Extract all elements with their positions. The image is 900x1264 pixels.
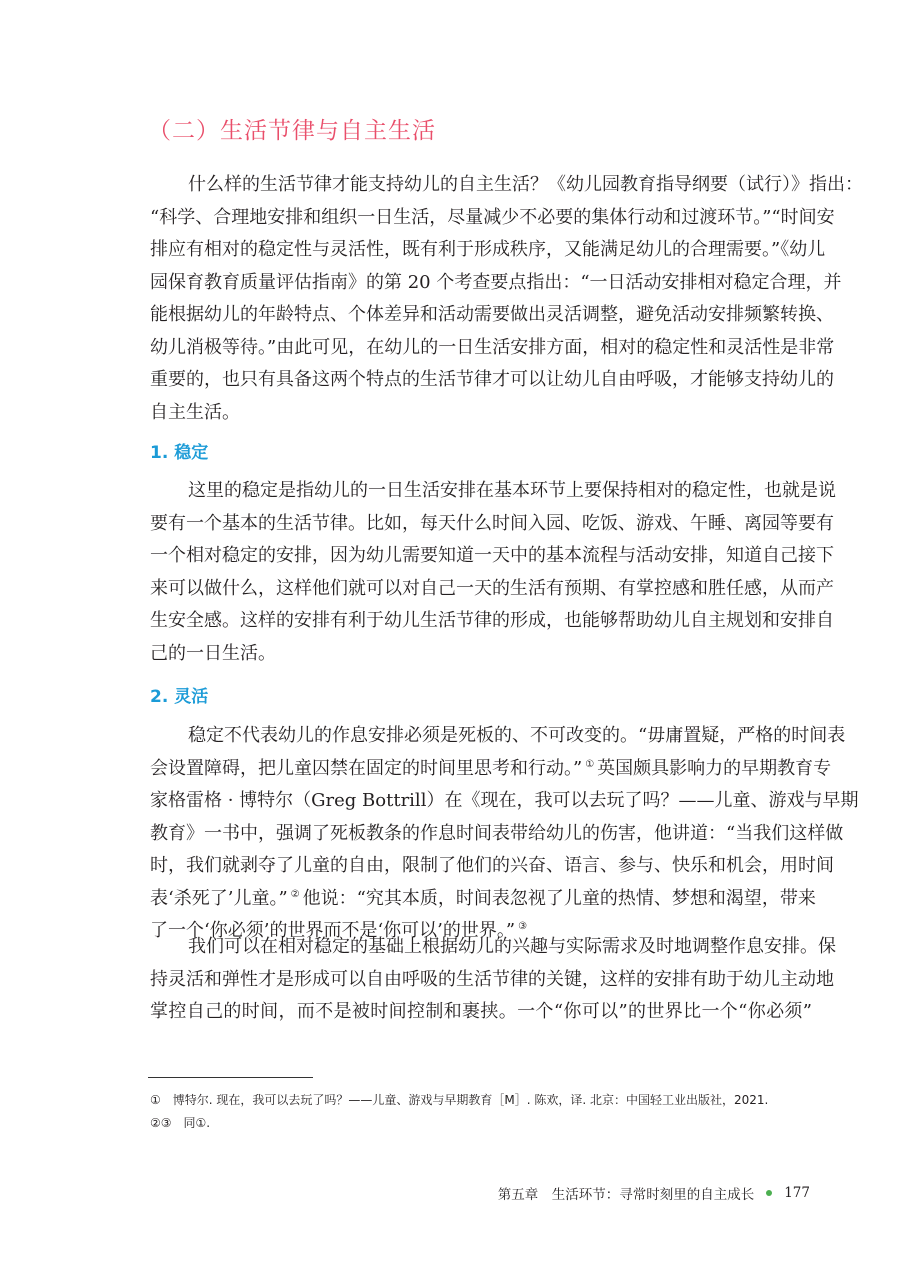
paragraph-adjust [150,931,836,1029]
line-text: 他说：“究其本质，时间表忽视了儿童的热情、梦想和渴望，带来 [302,887,816,909]
text-line [150,202,835,235]
footnote-1: ① 博特尔. 现在，我可以去玩了吗？——儿童、游戏与早期教育［M］. 陈欢，译. 北京：中国轻工业出版社，2021. [150,1093,769,1107]
paragraph-intro [150,169,863,429]
line-text: 什么样的生活节律才能支持幼儿的自主生活？《幼儿园教育指导纲要（试行）》指出： [188,174,863,195]
text-line [150,267,842,300]
line-text: 教育》一书中，强调了死板教条的作息时间表带给幼儿的伤害，他讲道：“当我们这样做 [150,822,844,844]
text-line [150,996,812,1029]
footnote-2-3: ②③ 同①. [150,1116,211,1130]
subheading-flexible: 2. 灵活 [150,687,209,707]
line-text: 能根据幼儿的年龄特点、个体差异和活动需要做出灵活调整，避免活动安排频繁转换、 [150,304,834,325]
line-text: 持灵活和弹性才是形成可以自由呼吸的生活节律的关键，这样的安排有助于幼儿主动地 [150,968,834,990]
line-text: 重要的，也只有具备这两个特点的生活节律才可以让幼儿自由呼吸，才能够支持幼儿的 [150,369,834,390]
line-text: 了一个‘你必须’的世界而不是‘你可以’的世界。” [150,920,516,941]
text-line [150,364,834,397]
line-text: 一个相对稳定的安排，因为幼儿需要知道一天中的基本流程与活动安排，知道自己接下 [150,545,834,566]
text-line [150,169,863,202]
line-text: 掌控自己的时间，而不是被时间控制和裹挟。一个“你可以”的世界比一个“你必须” [150,1001,812,1022]
line-text: “科学、合理地安排和组织一日生活，尽量减少不必要的集体行动和过渡环节。”“时间安 [150,206,835,228]
text-line [150,508,834,541]
footnote-ref: ② [290,888,300,900]
line-text: 来可以做什么，这样他们就可以对自己一天的生活有预期、有掌控感和胜任感，从而产 [150,577,834,599]
chapter-title: 第五章 生活环节：寻常时刻里的自主成长 [497,1187,755,1203]
subheading-stable: 1. 稳定 [150,443,209,463]
section-title: （二）生活节律与自主生活 [148,118,436,144]
text-line [150,931,836,964]
text-line [150,785,859,818]
line-text: 家格雷格 · 博特尔（Greg Bottrill）在《现在，我可以去玩了吗？——儿童、游戏与早期 [150,790,859,811]
text-line [150,964,834,997]
paragraph-flexible [150,720,859,948]
line-text: 我们可以在相对稳定的基础上根据幼儿的兴趣与实际需求及时地调整作息安排。保 [188,936,836,957]
line-text: 这里的稳定是指幼儿的一日生活安排在基本环节上要保持相对的稳定性，也就是说 [188,480,836,501]
line-text: 会设置障碍，把儿童囚禁在固定的时间里思考和行动。” [150,757,583,779]
line-text: 己的一日生活。 [150,642,276,664]
text-line [150,720,846,753]
text-line [150,753,832,786]
footnote-ref: ③ [518,921,528,932]
footnote-divider [148,1077,313,1078]
text-line [150,605,834,638]
line-text: 幼儿消极等待。”由此可见，在幼儿的一日生活安排方面，相对的稳定性和灵活性是非常 [150,336,835,358]
text-line [150,299,834,332]
line-text: 自主生活。 [150,401,240,423]
page-number: 177 [784,1185,810,1201]
line-text: 表‘杀死了’儿童。” [150,887,288,909]
paragraph-stable [150,475,836,670]
text-line [150,234,826,267]
line-text: 园保育教育质量评估指南》的第 20 个考查要点指出：“一日活动安排相对稳定合理，并 [150,271,842,293]
text-line [150,540,834,573]
line-text: 排应有相对的稳定性与灵活性，既有利于形成秩序，又能满足幼儿的合理需要。”《幼儿 [150,239,826,260]
bullet-dot-icon [766,1190,772,1196]
line-text: 英国颇具影响力的早期教育专 [597,757,832,779]
text-line [150,475,836,508]
line-text: 稳定不代表幼儿的作息安排必须是死板的、不可改变的。“毋庸置疑，严格的时间表 [188,725,846,746]
text-line [150,638,812,671]
text-line [150,883,816,916]
text-line [150,850,834,883]
footnote-ref: ① [585,758,595,770]
line-text: 生安全感。这样的安排有利于幼儿生活节律的形成，也能够帮助幼儿自主规划和安排自 [150,610,834,631]
text-line [150,573,834,606]
text-line [150,332,835,365]
page-footer [498,1183,810,1203]
text-line [150,818,844,851]
text-line [150,397,812,430]
line-text: 要有一个基本的生活节律。比如，每天什么时间入园、吃饭、游戏、午睡、离园等要有 [150,512,834,534]
line-text: 时，我们就剥夺了儿童的自由，限制了他们的兴奋、语言、参与、快乐和机会，用时间 [150,855,834,876]
